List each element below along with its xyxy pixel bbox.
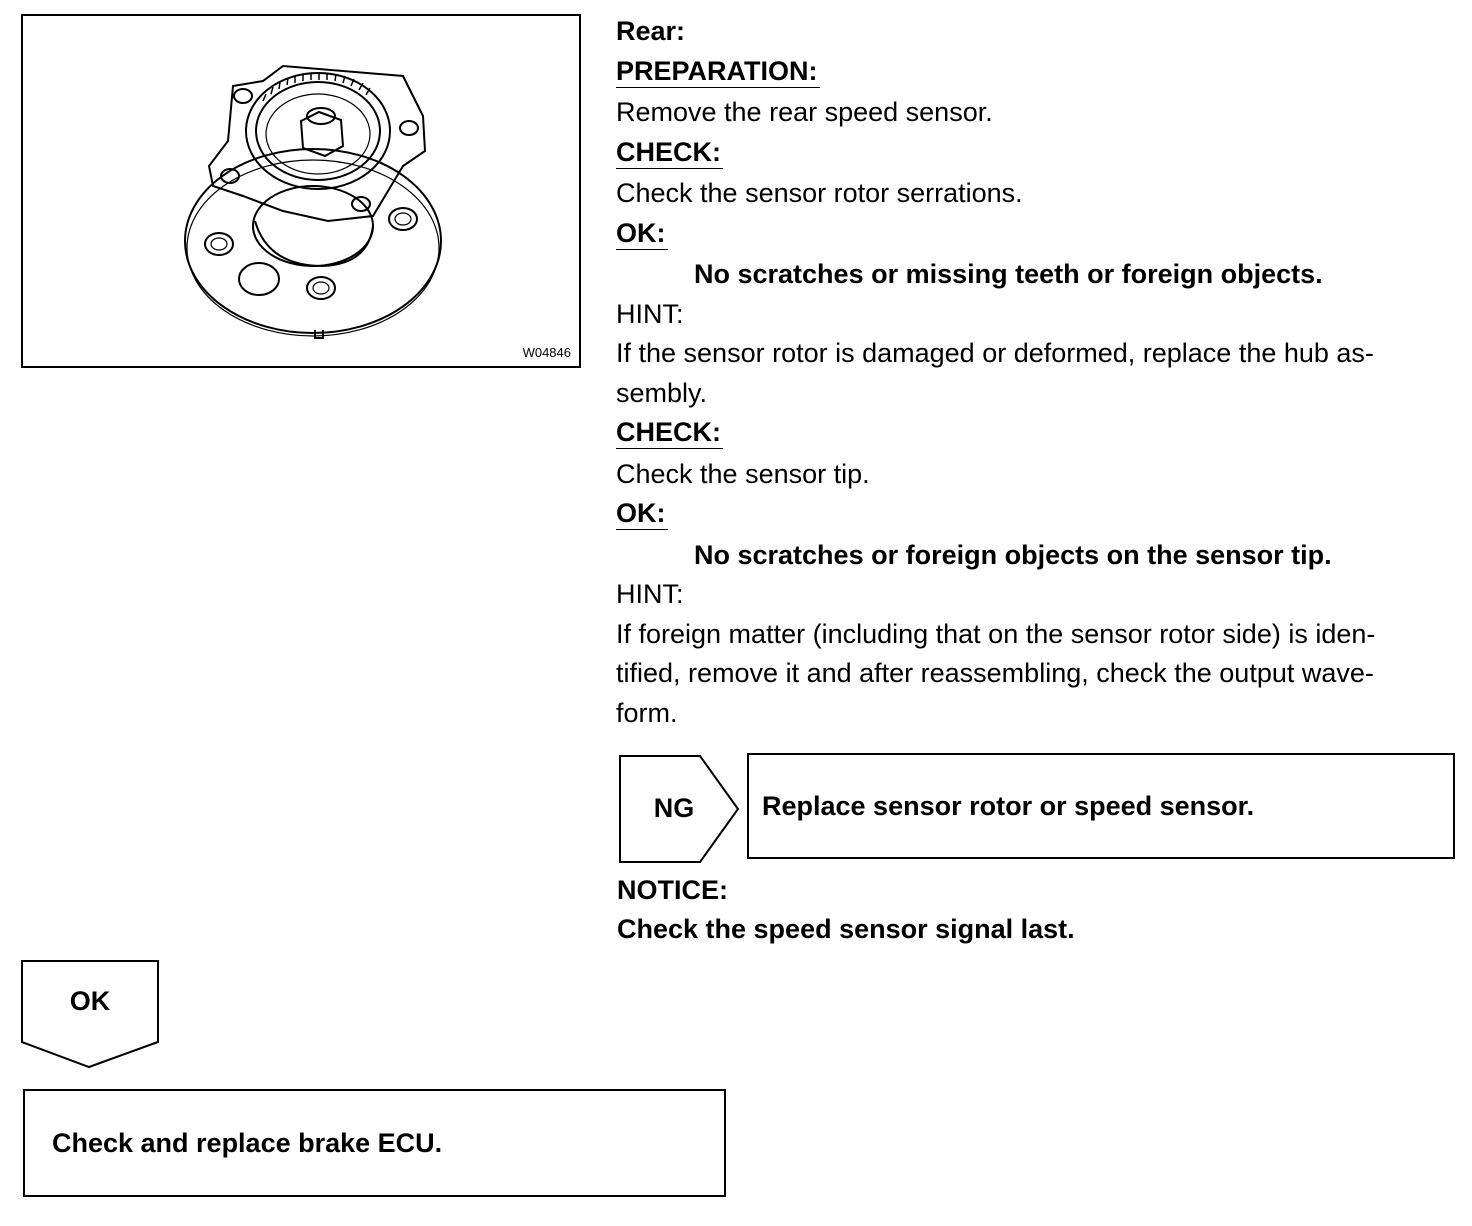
ok-action-box: Check and replace brake ECU. [23, 1089, 726, 1197]
wheel-hub-icon [23, 16, 579, 366]
notice-text: Check the speed sensor signal last. [617, 914, 1075, 944]
hint2-line: form. [616, 697, 678, 728]
ng-label: NG [653, 793, 695, 823]
ok2-text: No scratches or foreign objects on the sensor tip. [694, 539, 1332, 570]
hint2-line: tified, remove it and after reassembling, check the output wave- [616, 658, 1374, 688]
hint2-heading: HINT: [616, 579, 684, 609]
preparation-text: Remove the rear speed sensor. [616, 97, 993, 127]
ok-label: OK [69, 986, 111, 1016]
ok1-heading: OK: [616, 217, 666, 248]
hub-flange-outline [185, 149, 441, 333]
ok2-heading: OK: [616, 498, 666, 528]
figure-code: W04846 [522, 345, 571, 360]
check1-text: Check the sensor rotor serrations. [616, 178, 1023, 208]
hint2-line: If foreign matter (including that on the sensor rotor side) is iden- [616, 618, 1376, 649]
check1-heading: CHECK: [616, 136, 721, 167]
ok-branch-marker [21, 960, 161, 1075]
notice-block [617, 871, 1075, 949]
hint1-line: If the sensor rotor is damaged or deformed, replace the hub as- [616, 338, 1374, 368]
ng-action-box: Replace sensor rotor or speed sensor. [747, 753, 1455, 859]
notice-heading: NOTICE: [617, 875, 728, 905]
hint1-heading: HINT: [616, 298, 684, 329]
check2-heading: CHECK: [616, 417, 721, 447]
ok1-text: No scratches or missing teeth or foreign objects. [694, 259, 1323, 289]
hub-illustration-frame [21, 14, 581, 368]
preparation-heading: PREPARATION: [616, 55, 818, 86]
procedure-text [616, 12, 1462, 733]
hint1-line: sembly. [616, 377, 708, 408]
check2-text: Check the sensor tip. [616, 458, 870, 489]
section-heading: Rear: [616, 16, 686, 46]
